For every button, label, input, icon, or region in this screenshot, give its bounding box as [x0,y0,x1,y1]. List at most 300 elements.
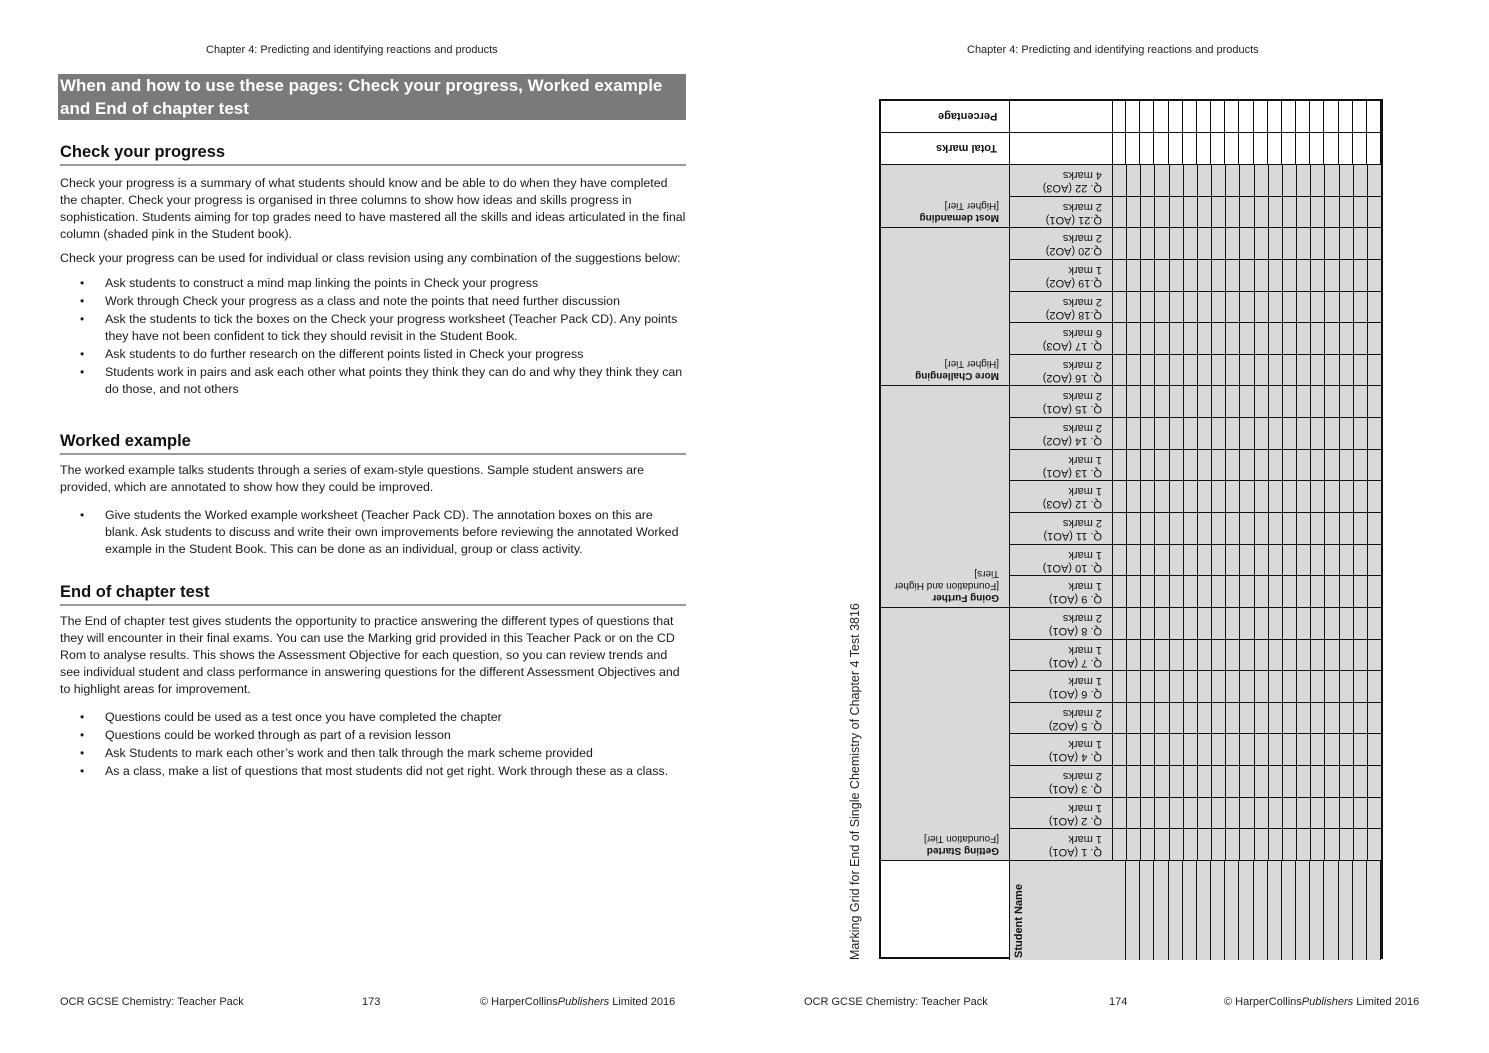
mark-cell[interactable] [1184,798,1198,830]
mark-cell[interactable] [1269,734,1283,766]
mark-cell[interactable] [1211,101,1225,132]
mark-cell[interactable] [1297,608,1311,640]
mark-cell[interactable] [1226,323,1240,355]
mark-cell[interactable] [1127,418,1141,450]
mark-cell[interactable] [1325,418,1339,450]
mark-cell[interactable] [1255,608,1269,640]
mark-cell[interactable] [1354,197,1368,229]
mark-cell[interactable] [1339,133,1353,164]
mark-cell[interactable] [1269,355,1283,387]
mark-cell[interactable] [1155,798,1169,830]
mark-cell[interactable] [1212,260,1226,292]
mark-cell[interactable] [1226,513,1240,545]
mark-cell[interactable] [1184,608,1198,640]
mark-cell[interactable] [1226,734,1240,766]
mark-cell[interactable] [1184,703,1198,735]
mark-cell[interactable] [1127,608,1141,640]
mark-cell[interactable] [1198,165,1212,197]
mark-cell[interactable] [1269,481,1283,513]
mark-cell[interactable] [1127,386,1141,418]
mark-cell[interactable] [1212,576,1226,608]
mark-cell[interactable] [1183,133,1197,164]
mark-cell[interactable] [1198,545,1212,577]
mark-cell[interactable] [1141,355,1155,387]
mark-cell[interactable] [1311,576,1325,608]
mark-cell[interactable] [1127,450,1141,482]
mark-cell[interactable] [1325,576,1339,608]
mark-cell[interactable] [1198,450,1212,482]
mark-cell[interactable] [1283,640,1297,672]
mark-cell[interactable] [1113,292,1127,324]
mark-cell[interactable] [1269,513,1283,545]
mark-cell[interactable] [1340,481,1354,513]
mark-cell[interactable] [1354,165,1368,197]
mark-cell[interactable] [1212,418,1226,450]
mark-cell[interactable] [1325,766,1339,798]
mark-cell[interactable] [1240,450,1254,482]
mark-cell[interactable] [1354,418,1368,450]
mark-cell[interactable] [1226,418,1240,450]
mark-cell[interactable] [1283,671,1297,703]
mark-cell[interactable] [1127,576,1141,608]
mark-cell[interactable] [1255,481,1269,513]
mark-cell[interactable] [1155,228,1169,260]
mark-cell[interactable] [1113,513,1127,545]
student-name-cell[interactable] [1197,861,1211,960]
mark-cell[interactable] [1340,576,1354,608]
mark-cell[interactable] [1127,228,1141,260]
mark-cell[interactable] [1255,418,1269,450]
mark-cell[interactable] [1240,545,1254,577]
mark-cell[interactable] [1353,101,1367,132]
mark-cell[interactable] [1368,513,1382,545]
mark-cell[interactable] [1311,260,1325,292]
mark-cell[interactable] [1283,292,1297,324]
mark-cell[interactable] [1269,766,1283,798]
mark-cell[interactable] [1297,323,1311,355]
mark-cell[interactable] [1368,640,1382,672]
student-name-cell[interactable] [1211,861,1225,960]
mark-cell[interactable] [1368,260,1382,292]
mark-cell[interactable] [1170,703,1184,735]
mark-cell[interactable] [1297,292,1311,324]
mark-cell[interactable] [1154,133,1168,164]
mark-cell[interactable] [1155,292,1169,324]
mark-cell[interactable] [1198,513,1212,545]
mark-cell[interactable] [1283,450,1297,482]
mark-cell[interactable] [1297,228,1311,260]
mark-cell[interactable] [1325,545,1339,577]
mark-cell[interactable] [1198,481,1212,513]
mark-cell[interactable] [1198,734,1212,766]
mark-cell[interactable] [1226,576,1240,608]
mark-cell[interactable] [1283,608,1297,640]
mark-cell[interactable] [1283,798,1297,830]
mark-cell[interactable] [1240,165,1254,197]
mark-cell[interactable] [1113,640,1127,672]
mark-cell[interactable] [1170,481,1184,513]
mark-cell[interactable] [1297,386,1311,418]
mark-cell[interactable] [1113,608,1127,640]
mark-cell[interactable] [1297,671,1311,703]
mark-cell[interactable] [1311,481,1325,513]
mark-cell[interactable] [1141,608,1155,640]
mark-cell[interactable] [1212,608,1226,640]
mark-cell[interactable] [1240,386,1254,418]
mark-cell[interactable] [1354,766,1368,798]
mark-cell[interactable] [1155,608,1169,640]
mark-cell[interactable] [1354,640,1368,672]
mark-cell[interactable] [1113,165,1127,197]
mark-cell[interactable] [1155,734,1169,766]
student-name-cell[interactable] [1183,861,1197,960]
mark-cell[interactable] [1367,101,1381,132]
mark-cell[interactable] [1141,228,1155,260]
mark-cell[interactable] [1240,798,1254,830]
mark-cell[interactable] [1311,292,1325,324]
mark-cell[interactable] [1255,260,1269,292]
mark-cell[interactable] [1155,197,1169,229]
mark-cell[interactable] [1112,133,1126,164]
mark-cell[interactable] [1325,260,1339,292]
mark-cell[interactable] [1354,355,1368,387]
mark-cell[interactable] [1368,734,1382,766]
mark-cell[interactable] [1311,386,1325,418]
mark-cell[interactable] [1226,766,1240,798]
mark-cell[interactable] [1311,798,1325,830]
mark-cell[interactable] [1368,671,1382,703]
mark-cell[interactable] [1113,671,1127,703]
mark-cell[interactable] [1255,355,1269,387]
mark-cell[interactable] [1240,513,1254,545]
mark-cell[interactable] [1354,703,1368,735]
mark-cell[interactable] [1297,418,1311,450]
student-name-cell[interactable] [1254,861,1268,960]
mark-cell[interactable] [1368,576,1382,608]
mark-cell[interactable] [1340,228,1354,260]
mark-cell[interactable] [1127,260,1141,292]
mark-cell[interactable] [1141,292,1155,324]
mark-cell[interactable] [1269,576,1283,608]
mark-cell[interactable] [1283,829,1297,861]
mark-cell[interactable] [1368,165,1382,197]
mark-cell[interactable] [1255,323,1269,355]
mark-cell[interactable] [1255,513,1269,545]
mark-cell[interactable] [1184,576,1198,608]
student-name-cell[interactable] [1310,861,1324,960]
mark-cell[interactable] [1255,228,1269,260]
mark-cell[interactable] [1113,260,1127,292]
mark-cell[interactable] [1184,386,1198,418]
mark-cell[interactable] [1184,671,1198,703]
mark-cell[interactable] [1297,481,1311,513]
mark-cell[interactable] [1212,640,1226,672]
mark-cell[interactable] [1226,481,1240,513]
mark-cell[interactable] [1297,703,1311,735]
mark-cell[interactable] [1297,798,1311,830]
mark-cell[interactable] [1240,640,1254,672]
mark-cell[interactable] [1255,386,1269,418]
mark-cell[interactable] [1184,323,1198,355]
mark-cell[interactable] [1354,450,1368,482]
mark-cell[interactable] [1184,165,1198,197]
mark-cell[interactable] [1311,608,1325,640]
mark-cell[interactable] [1141,671,1155,703]
mark-cell[interactable] [1354,260,1368,292]
mark-cell[interactable] [1311,323,1325,355]
mark-cell[interactable] [1311,640,1325,672]
mark-cell[interactable] [1340,386,1354,418]
mark-cell[interactable] [1184,545,1198,577]
mark-cell[interactable] [1170,545,1184,577]
mark-cell[interactable] [1269,450,1283,482]
mark-cell[interactable] [1325,734,1339,766]
mark-cell[interactable] [1170,829,1184,861]
student-name-cell[interactable] [1268,861,1282,960]
mark-cell[interactable] [1113,545,1127,577]
mark-cell[interactable] [1240,608,1254,640]
mark-cell[interactable] [1340,545,1354,577]
mark-cell[interactable] [1141,386,1155,418]
mark-cell[interactable] [1297,576,1311,608]
mark-cell[interactable] [1170,450,1184,482]
mark-cell[interactable] [1311,165,1325,197]
mark-cell[interactable] [1297,513,1311,545]
mark-cell[interactable] [1296,101,1310,132]
mark-cell[interactable] [1325,355,1339,387]
mark-cell[interactable] [1198,323,1212,355]
mark-cell[interactable] [1113,197,1127,229]
mark-cell[interactable] [1226,197,1240,229]
mark-cell[interactable] [1297,734,1311,766]
mark-cell[interactable] [1368,545,1382,577]
mark-cell[interactable] [1324,133,1338,164]
mark-cell[interactable] [1198,640,1212,672]
mark-cell[interactable] [1155,640,1169,672]
mark-cell[interactable] [1127,734,1141,766]
mark-cell[interactable] [1198,798,1212,830]
mark-cell[interactable] [1212,766,1226,798]
mark-cell[interactable] [1269,671,1283,703]
mark-cell[interactable] [1127,165,1141,197]
mark-cell[interactable] [1255,197,1269,229]
mark-cell[interactable] [1297,545,1311,577]
mark-cell[interactable] [1311,734,1325,766]
student-name-cell[interactable] [1339,861,1353,960]
mark-cell[interactable] [1339,101,1353,132]
mark-cell[interactable] [1340,703,1354,735]
mark-cell[interactable] [1226,545,1240,577]
mark-cell[interactable] [1184,481,1198,513]
mark-cell[interactable] [1226,355,1240,387]
mark-cell[interactable] [1240,228,1254,260]
mark-cell[interactable] [1311,197,1325,229]
mark-cell[interactable] [1240,292,1254,324]
mark-cell[interactable] [1269,608,1283,640]
mark-cell[interactable] [1269,703,1283,735]
mark-cell[interactable] [1325,798,1339,830]
mark-cell[interactable] [1269,165,1283,197]
mark-cell[interactable] [1368,703,1382,735]
mark-cell[interactable] [1368,228,1382,260]
mark-cell[interactable] [1170,576,1184,608]
mark-cell[interactable] [1283,228,1297,260]
mark-cell[interactable] [1310,133,1324,164]
mark-cell[interactable] [1255,545,1269,577]
mark-cell[interactable] [1127,292,1141,324]
mark-cell[interactable] [1240,260,1254,292]
mark-cell[interactable] [1198,829,1212,861]
mark-cell[interactable] [1198,260,1212,292]
mark-cell[interactable] [1269,197,1283,229]
mark-cell[interactable] [1141,165,1155,197]
mark-cell[interactable] [1184,197,1198,229]
mark-cell[interactable] [1170,292,1184,324]
mark-cell[interactable] [1368,418,1382,450]
mark-cell[interactable] [1240,829,1254,861]
mark-cell[interactable] [1240,355,1254,387]
mark-cell[interactable] [1269,386,1283,418]
mark-cell[interactable] [1340,766,1354,798]
mark-cell[interactable] [1212,798,1226,830]
mark-cell[interactable] [1269,640,1283,672]
mark-cell[interactable] [1113,829,1127,861]
mark-cell[interactable] [1170,197,1184,229]
mark-cell[interactable] [1368,481,1382,513]
mark-cell[interactable] [1269,323,1283,355]
mark-cell[interactable] [1297,766,1311,798]
mark-cell[interactable] [1212,355,1226,387]
mark-cell[interactable] [1368,450,1382,482]
mark-cell[interactable] [1141,703,1155,735]
mark-cell[interactable] [1325,197,1339,229]
mark-cell[interactable] [1155,418,1169,450]
mark-cell[interactable] [1240,323,1254,355]
student-name-cell[interactable] [1367,861,1381,960]
mark-cell[interactable] [1240,671,1254,703]
mark-cell[interactable] [1169,101,1183,132]
mark-cell[interactable] [1283,766,1297,798]
mark-cell[interactable] [1198,228,1212,260]
mark-cell[interactable] [1226,829,1240,861]
mark-cell[interactable] [1155,450,1169,482]
mark-cell[interactable] [1239,101,1253,132]
mark-cell[interactable] [1225,133,1239,164]
mark-cell[interactable] [1255,734,1269,766]
mark-cell[interactable] [1212,450,1226,482]
mark-cell[interactable] [1325,323,1339,355]
mark-cell[interactable] [1140,133,1154,164]
mark-cell[interactable] [1283,734,1297,766]
mark-cell[interactable] [1283,481,1297,513]
mark-cell[interactable] [1212,481,1226,513]
mark-cell[interactable] [1240,418,1254,450]
mark-cell[interactable] [1354,829,1368,861]
mark-cell[interactable] [1113,703,1127,735]
mark-cell[interactable] [1269,260,1283,292]
mark-cell[interactable] [1198,197,1212,229]
mark-cell[interactable] [1368,197,1382,229]
mark-cell[interactable] [1340,355,1354,387]
mark-cell[interactable] [1297,829,1311,861]
mark-cell[interactable] [1184,513,1198,545]
mark-cell[interactable] [1311,228,1325,260]
mark-cell[interactable] [1170,734,1184,766]
mark-cell[interactable] [1282,133,1296,164]
mark-cell[interactable] [1141,734,1155,766]
mark-cell[interactable] [1197,133,1211,164]
mark-cell[interactable] [1226,165,1240,197]
mark-cell[interactable] [1340,418,1354,450]
mark-cell[interactable] [1113,481,1127,513]
mark-cell[interactable] [1141,640,1155,672]
mark-cell[interactable] [1325,450,1339,482]
mark-cell[interactable] [1368,798,1382,830]
student-name-cell[interactable] [1324,861,1338,960]
mark-cell[interactable] [1354,671,1368,703]
mark-cell[interactable] [1127,545,1141,577]
mark-cell[interactable] [1140,101,1154,132]
mark-cell[interactable] [1226,798,1240,830]
mark-cell[interactable] [1212,513,1226,545]
mark-cell[interactable] [1155,386,1169,418]
mark-cell[interactable] [1269,829,1283,861]
mark-cell[interactable] [1225,101,1239,132]
mark-cell[interactable] [1354,798,1368,830]
student-name-cell[interactable] [1282,861,1296,960]
mark-cell[interactable] [1170,640,1184,672]
mark-cell[interactable] [1297,355,1311,387]
mark-cell[interactable] [1226,450,1240,482]
student-name-cell[interactable] [1126,861,1140,960]
mark-cell[interactable] [1325,829,1339,861]
mark-cell[interactable] [1155,355,1169,387]
mark-cell[interactable] [1282,101,1296,132]
student-name-cell[interactable] [1140,861,1154,960]
mark-cell[interactable] [1269,228,1283,260]
mark-cell[interactable] [1297,450,1311,482]
mark-cell[interactable] [1283,197,1297,229]
mark-cell[interactable] [1311,450,1325,482]
mark-cell[interactable] [1184,228,1198,260]
mark-cell[interactable] [1184,355,1198,387]
mark-cell[interactable] [1340,671,1354,703]
mark-cell[interactable] [1311,355,1325,387]
mark-cell[interactable] [1212,165,1226,197]
mark-cell[interactable] [1113,798,1127,830]
mark-cell[interactable] [1155,513,1169,545]
mark-cell[interactable] [1154,101,1168,132]
mark-cell[interactable] [1226,671,1240,703]
mark-cell[interactable] [1255,829,1269,861]
student-name-cell[interactable] [1239,861,1253,960]
mark-cell[interactable] [1184,766,1198,798]
mark-cell[interactable] [1212,829,1226,861]
mark-cell[interactable] [1340,734,1354,766]
mark-cell[interactable] [1113,418,1127,450]
mark-cell[interactable] [1184,292,1198,324]
mark-cell[interactable] [1255,703,1269,735]
mark-cell[interactable] [1155,703,1169,735]
mark-cell[interactable] [1212,386,1226,418]
mark-cell[interactable] [1170,260,1184,292]
student-name-cell[interactable] [1154,861,1168,960]
mark-cell[interactable] [1325,640,1339,672]
mark-cell[interactable] [1141,450,1155,482]
mark-cell[interactable] [1127,355,1141,387]
mark-cell[interactable] [1240,197,1254,229]
mark-cell[interactable] [1240,481,1254,513]
